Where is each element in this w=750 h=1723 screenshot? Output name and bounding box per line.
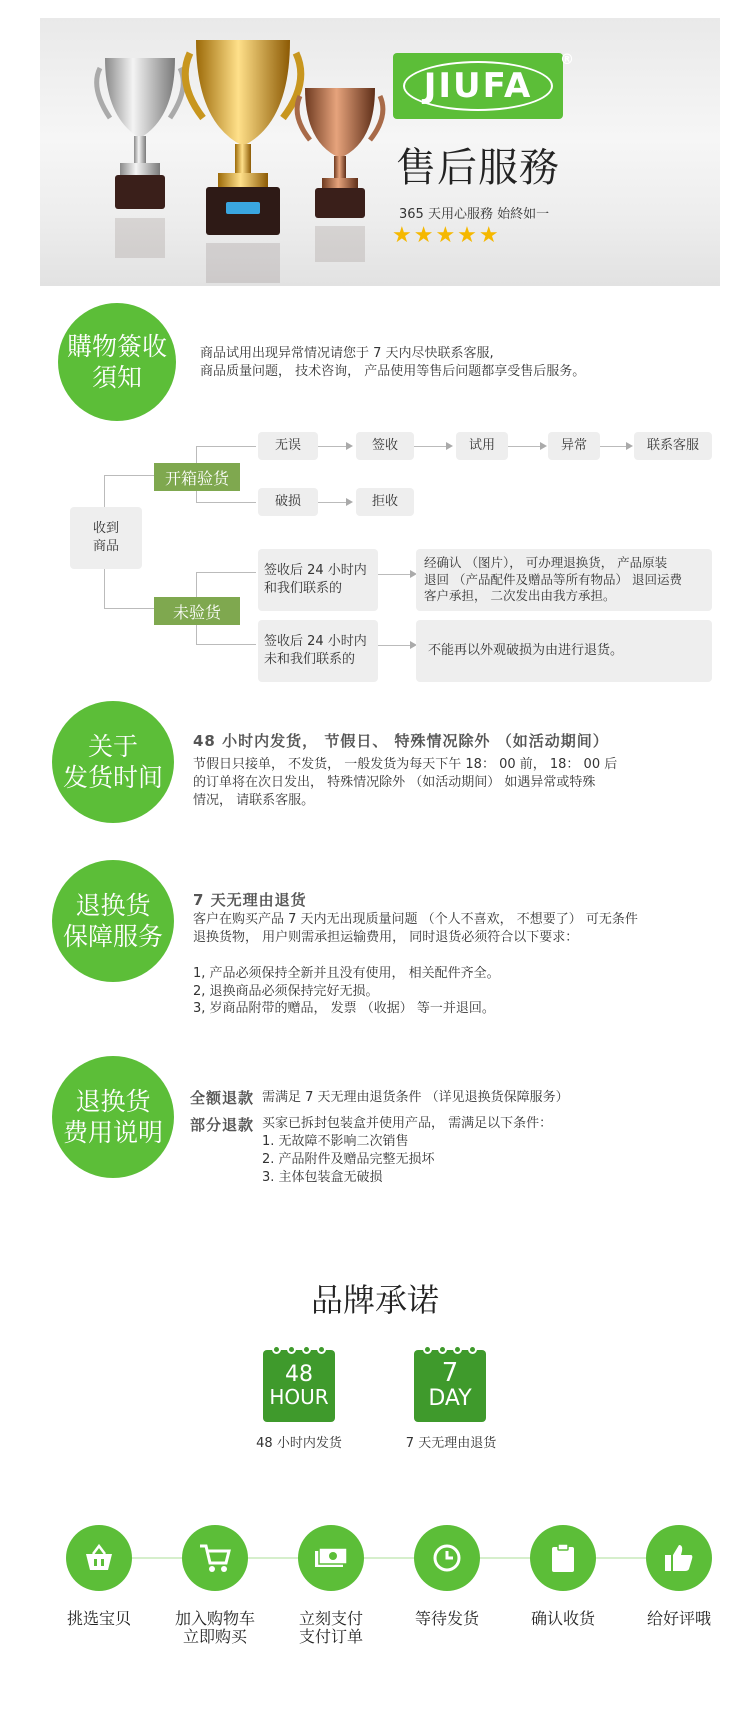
icon-number: 7 <box>441 1358 459 1388</box>
step-label <box>44 1610 154 1628</box>
connector <box>104 475 154 476</box>
step-label-line: 支付订单 <box>298 1627 363 1647</box>
jiufa-logo <box>393 53 563 119</box>
text-line: 商品质量问题， 技术咨询， 产品使用等售后问题都享受售后服务。 <box>200 363 586 379</box>
logo-text: JIUFA <box>403 61 553 111</box>
flow-step: 签收 <box>356 432 414 460</box>
box-line: 商品 <box>92 539 119 554</box>
promise-label: 48 小时内发货 <box>256 1436 342 1451</box>
48-hour-calendar-icon <box>263 1350 335 1422</box>
connector <box>318 502 348 503</box>
connector <box>196 502 256 503</box>
requirement-item: 2, 退换商品必须保持完好无损。 <box>193 983 379 999</box>
flow-within-24h-result <box>416 549 712 611</box>
clipboard-icon <box>549 1542 577 1574</box>
arrow-right-icon <box>346 442 353 450</box>
step-label-line: 加入购物车 <box>174 1609 255 1628</box>
basket-icon <box>83 1544 115 1572</box>
full-refund-label: 全额退款 <box>190 1089 255 1107</box>
connector <box>104 608 154 609</box>
shipping-heading: 48 小时内发货， 节假日、 特殊情况除外 （如活动期间） <box>193 732 609 750</box>
flow-step-contact-service: 联系客服 <box>634 432 712 460</box>
promise-label: 7 天无理由退货 <box>405 1436 497 1451</box>
step-circle <box>182 1525 248 1591</box>
circle-line: 退换货 <box>75 1086 151 1116</box>
circle-line: 保障服务 <box>62 922 163 951</box>
banner-subtitle: 365 天用心服務 始終如一 <box>399 207 550 222</box>
step-label-line: 挑选宝贝 <box>66 1609 131 1628</box>
connector <box>318 446 348 447</box>
step-circle <box>298 1525 364 1591</box>
partial-refund-label: 部分退款 <box>190 1115 255 1134</box>
step-label-line: 立即购买 <box>182 1627 247 1647</box>
requirement-item: 1, 产品必须保持全新并且没有使用， 相关配件齐全。 <box>193 965 500 981</box>
flow-after-24h-result: 不能再以外观破损为由进行退货。 <box>416 620 712 682</box>
connector <box>508 446 542 447</box>
bronze-trophy-image <box>285 78 395 278</box>
circle-line: 费用说明 <box>62 1118 163 1147</box>
text-line: 的订单将在次日发出， 特殊情况除外 （如活动期间） 如遇异常或特殊 <box>193 774 596 790</box>
box-line: 未和我们联系的 <box>264 652 356 667</box>
step-label-line: 给好评哦 <box>646 1609 711 1628</box>
circle-line: 購物簽收 <box>66 331 167 361</box>
step-circle <box>530 1525 596 1591</box>
return-heading: 7 天无理由退货 <box>193 891 307 909</box>
step-label-line: 立刻支付 <box>298 1609 363 1628</box>
flow-step: 破损 <box>258 488 318 516</box>
icon-unit: HOUR <box>269 1385 329 1409</box>
section-circle-return-guarantee <box>52 860 174 982</box>
box-line: 经确认 （图片）， 可办理退换货， 产品原装 <box>424 554 668 570</box>
flow-step: 无误 <box>258 432 318 460</box>
requirement-item: 3, 岁商品附带的赠品， 发票 （收据） 等一并退回。 <box>193 1001 495 1017</box>
circle-line: 发货时间 <box>62 763 163 792</box>
step-label-line: 等待发货 <box>414 1609 479 1628</box>
7-day-calendar-icon <box>414 1350 486 1422</box>
box-line: 收到 <box>92 521 119 537</box>
return-fees-text <box>190 1088 569 1186</box>
money-icon <box>313 1545 349 1571</box>
step-label <box>508 1610 618 1628</box>
arrow-right-icon <box>626 442 633 450</box>
receipt-notice-text <box>200 345 585 381</box>
connector <box>196 644 256 645</box>
text-line: 节假日只接单， 不发货， 一般发货为每天下午 18： 00 前， 18： 00 后 <box>193 756 618 772</box>
step-circle <box>414 1525 480 1591</box>
section-circle-receipt-notice <box>58 303 176 421</box>
arrow-right-icon <box>540 442 547 450</box>
shipping-time-text <box>193 731 617 810</box>
flow-after-24h <box>258 620 378 682</box>
connector <box>378 574 412 575</box>
circle-line: 退换货 <box>75 890 151 920</box>
text-line: 情况， 请联系客服。 <box>193 792 315 808</box>
flow-not-inspected: 未验货 <box>154 597 240 625</box>
flow-step: 拒收 <box>356 488 414 516</box>
rating-stars: ★★★★★ <box>392 223 501 248</box>
arrow-right-icon <box>346 498 353 506</box>
text-line: 商品试用出现异常情况请您于 7 天内尽快联系客服, <box>200 346 494 361</box>
connector <box>378 645 412 646</box>
arrow-right-icon <box>446 442 453 450</box>
section-circle-return-fees <box>52 1056 174 1178</box>
clock-icon <box>432 1543 462 1573</box>
section-circle-shipping-time <box>52 701 174 823</box>
step-circle <box>646 1525 712 1591</box>
banner <box>40 18 720 286</box>
thumbs-up-icon <box>663 1543 695 1573</box>
flow-within-24h <box>258 549 378 611</box>
flow-step: 试用 <box>456 432 508 460</box>
step-label <box>624 1610 734 1628</box>
circle-line: 須知 <box>91 363 142 392</box>
condition-item: 3. 主体包装盒无破损 <box>262 1169 383 1185</box>
flow-step: 异常 <box>548 432 600 460</box>
flow-start-received <box>70 507 142 569</box>
step-label <box>276 1610 386 1647</box>
connector <box>196 446 256 447</box>
flow-open-inspect: 开箱验货 <box>154 463 240 491</box>
connector <box>414 446 448 447</box>
partial-refund-text: 买家已拆封包装盒并使用产品， 需满足以下条件： <box>262 1115 553 1131</box>
step-circle <box>66 1525 132 1591</box>
connector <box>600 446 628 447</box>
text-line: 退换货物， 用户则需承担运输费用， 同时退货必须符合以下要求： <box>193 929 579 945</box>
icon-number: 48 <box>285 1362 313 1387</box>
box-line: 签收后 24 小时内 <box>264 563 367 579</box>
box-line: 退回 （产品配件及赠品等所有物品） 退回运费 <box>424 571 682 587</box>
banner-title: 售后服務 <box>396 145 560 191</box>
box-line: 客户承担， 二次发出由我方承担。 <box>424 588 616 604</box>
text-line: 客户在购买产品 7 天内无出现质量问题 （个人不喜欢， 不想要了） 可无条件 <box>193 911 638 927</box>
registered-mark: ® <box>560 52 574 68</box>
condition-item: 1. 无故障不影响二次销售 <box>262 1133 409 1149</box>
step-label <box>160 1610 270 1647</box>
circle-line: 关于 <box>87 731 138 761</box>
condition-item: 2. 产品附件及赠品完整无损坏 <box>262 1151 435 1167</box>
cart-icon <box>198 1543 232 1573</box>
box-line: 签收后 24 小时内 <box>264 634 367 650</box>
box-line: 和我们联系的 <box>264 581 343 596</box>
step-label-line: 确认收货 <box>530 1609 595 1628</box>
return-guarantee-text <box>193 890 638 1018</box>
connector <box>196 572 256 573</box>
full-refund-text: 需满足 7 天无理由退货条件 （详见退换货保障服务） <box>262 1090 569 1106</box>
brand-promise-title: 品牌承诺 <box>310 1281 439 1319</box>
step-label <box>392 1610 502 1628</box>
icon-unit: DAY <box>428 1386 472 1411</box>
